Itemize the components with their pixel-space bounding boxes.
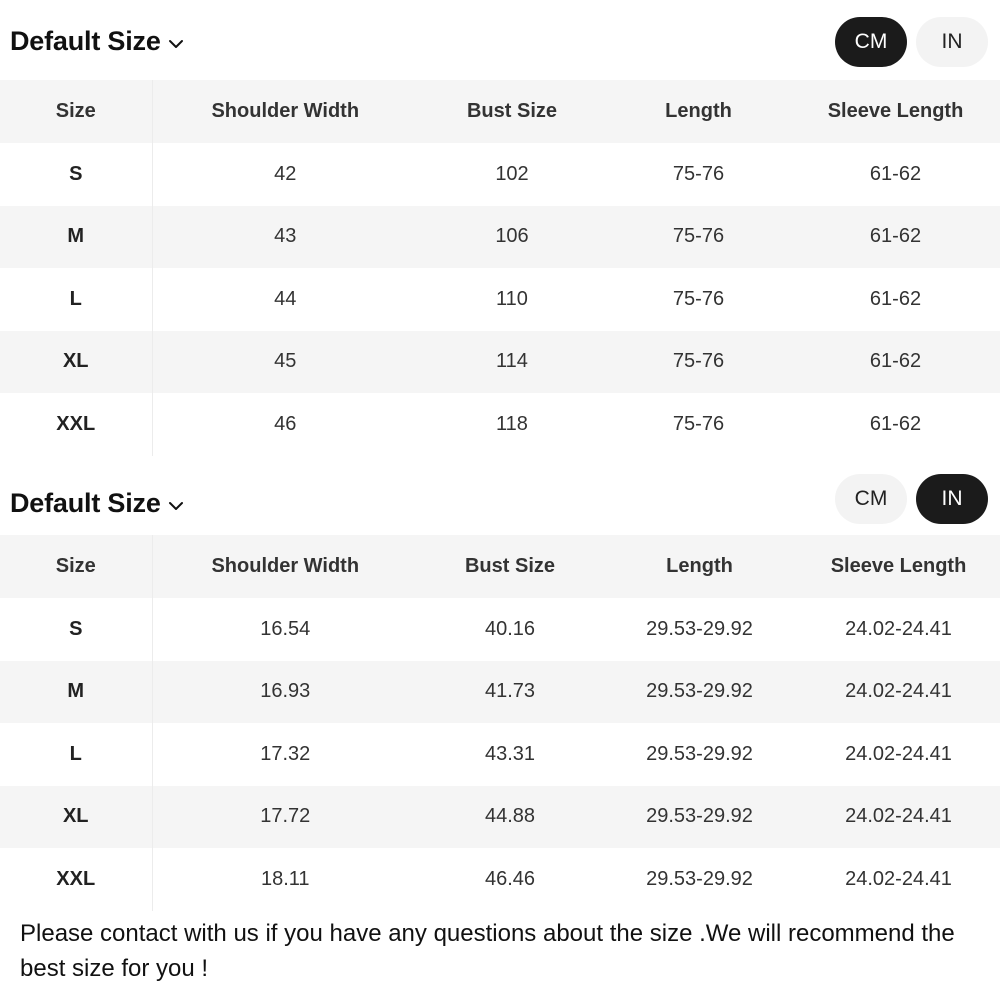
length-cell: 75-76 [672,225,725,248]
shoulder-width-cell: 16.54 [260,617,311,640]
column-header-length: Length [666,555,733,577]
column-header-size: Size [0,535,152,598]
column-header-shoulder-width: Shoulder Width [211,555,360,577]
table-row [0,331,1000,394]
size-type-dropdown[interactable] [10,488,185,519]
size-type-label: Default Size [10,488,161,518]
shoulder-width-cell: 17.32 [260,742,311,765]
length-cell: 29.53-29.92 [646,805,753,828]
size-type-label: Default Size [10,26,161,56]
size-cell: M [0,661,152,724]
column-header-sleeve-length: Sleeve Length [827,100,964,122]
size-type-dropdown[interactable] [10,26,185,57]
size-chart-header [0,0,1000,80]
length-cell: 75-76 [672,350,725,373]
table-row [0,598,1000,661]
bust-size-cell: 110 [496,287,528,310]
size-chart-header [0,458,1000,535]
sleeve-length-cell: 61-62 [869,225,922,248]
table-row [0,393,1000,456]
size-cell: S [0,598,152,661]
bust-size-cell: 102 [495,162,529,185]
sleeve-length-cell: 61-62 [869,350,922,373]
bust-size-cell: 44.88 [484,805,536,828]
sleeve-length-cell: 61-62 [869,287,922,310]
size-table [0,80,1000,456]
size-cell: XXL [0,393,152,456]
unit-cm-button[interactable]: CM [835,474,907,524]
length-cell: 75-76 [672,162,725,185]
column-header-sleeve-length: Sleeve Length [830,555,967,577]
length-cell: 29.53-29.92 [646,867,753,890]
size-cell: XXL [0,848,152,911]
size-cell: XL [0,331,152,394]
unit-cm-button[interactable]: CM [835,17,907,67]
table-row [0,848,1000,911]
shoulder-width-cell: 45 [274,350,297,373]
sleeve-length-cell: 24.02-24.41 [845,805,952,828]
shoulder-width-cell: 44 [274,287,297,310]
bust-size-cell: 41.73 [484,680,536,703]
chevron-down-icon [167,35,185,53]
bust-size-cell: 46.46 [484,867,536,890]
unit-in-button[interactable]: IN [916,17,988,67]
column-header-size: Size [0,80,152,143]
column-header-bust-size: Bust Size [464,555,556,577]
size-cell: XL [0,786,152,849]
bust-size-cell: 106 [495,225,529,248]
shoulder-width-cell: 43 [274,225,297,248]
sleeve-length-cell: 24.02-24.41 [845,742,952,765]
length-cell: 29.53-29.92 [646,742,753,765]
shoulder-width-cell: 17.72 [260,805,311,828]
length-cell: 75-76 [672,412,725,435]
table-header-row [0,535,1000,598]
table-row [0,143,1000,206]
length-cell: 29.53-29.92 [646,680,753,703]
size-chart-cm [0,0,1000,456]
unit-toggle [835,474,988,524]
length-cell: 75-76 [672,287,725,310]
column-header-length: Length [665,100,732,122]
bust-size-cell: 43.31 [484,742,536,765]
sleeve-length-cell: 24.02-24.41 [845,867,952,890]
shoulder-width-cell: 42 [274,162,297,185]
bust-size-cell: 118 [496,412,528,435]
column-header-shoulder-width: Shoulder Width [211,100,360,122]
bust-size-cell: 40.16 [484,617,536,640]
shoulder-width-cell: 46 [274,412,297,435]
sleeve-length-cell: 24.02-24.41 [845,617,952,640]
size-cell: S [0,143,152,206]
bust-size-cell: 114 [496,350,528,373]
table-header-row [0,80,1000,143]
sleeve-length-cell: 61-62 [869,162,922,185]
sleeve-length-cell: 24.02-24.41 [845,680,952,703]
table-row [0,206,1000,269]
size-chart-in [0,458,1000,911]
chevron-down-icon [167,497,185,515]
size-cell: L [0,268,152,331]
length-cell: 29.53-29.92 [646,617,753,640]
size-cell: M [0,206,152,269]
shoulder-width-cell: 18.11 [260,867,310,890]
table-row [0,661,1000,724]
table-row [0,786,1000,849]
table-row [0,268,1000,331]
column-header-bust-size: Bust Size [466,100,558,122]
size-table [0,535,1000,911]
shoulder-width-cell: 16.93 [260,680,311,703]
unit-in-button[interactable]: IN [916,474,988,524]
size-contact-note: Please contact with us if you have any questions about the size .We will recommend the best size for you ! [20,920,955,982]
table-row [0,723,1000,786]
size-cell: L [0,723,152,786]
unit-toggle [835,17,988,67]
sleeve-length-cell: 61-62 [869,412,922,435]
